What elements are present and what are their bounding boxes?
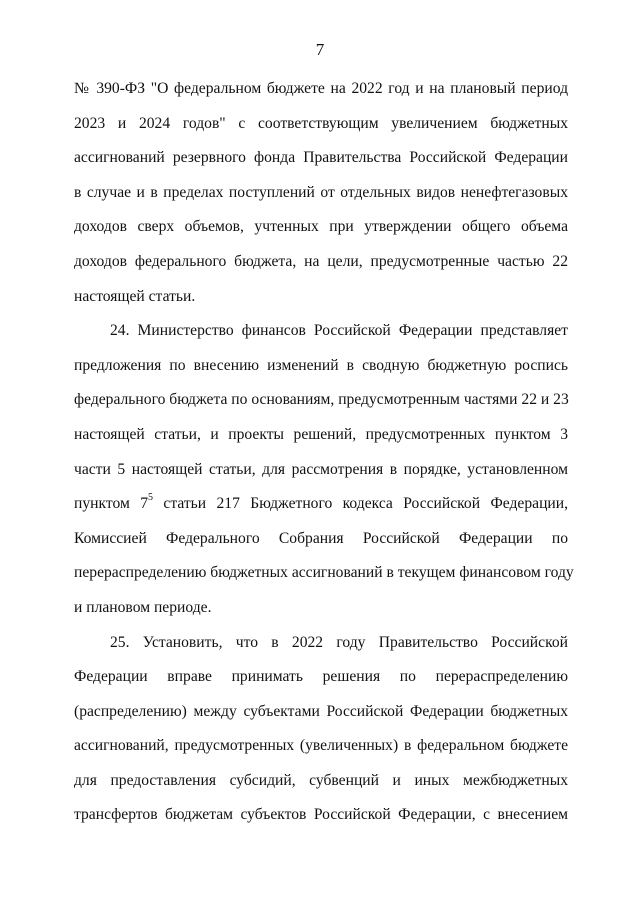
text-line: доходов сверх объемов, учтенных при утверждении общего объема (74, 218, 568, 236)
text-line: части 5 настоящей статьи, для рассмотрения в порядке, установленном (74, 460, 568, 478)
text-line: настоящей статьи. (74, 287, 196, 305)
text-line: в случае и в пределах поступлений от отдельных видов ненефтегазовых (74, 183, 568, 201)
text-line: (распределению) между субъектами Российской Федерации бюджетных (74, 702, 568, 720)
text-line: Комиссией Федерального Собрания Российской Федерации по (74, 529, 568, 547)
text-line: доходов федерального бюджета, на цели, предусмотренные частью 22 (74, 252, 568, 270)
superscript: 5 (148, 491, 154, 503)
text-fragment: пунктом 7 (74, 495, 149, 513)
paragraph-25 (74, 626, 568, 834)
text-line: перераспределению бюджетных ассигнований в текущем финансовом году (74, 564, 574, 582)
text-line: ассигнований резервного фонда Правительства Российской Федерации (74, 149, 568, 167)
text-line: 25. Установить, что в 2022 году Правительство Российской (110, 633, 568, 651)
text-line: № 390-ФЗ "О федеральном бюджете на 2022 год и на плановый период (74, 80, 568, 97)
paragraph-continuation (74, 72, 568, 314)
text-line: предложения по внесению изменений в сводную бюджетную роспись (74, 356, 568, 374)
text-fragment: статьи 217 Бюджетного кодекса Российской Федерации, (153, 495, 568, 513)
text-line: Федерации вправе принимать решения по перераспределению (74, 668, 568, 686)
text-line (74, 487, 568, 522)
text-line: и плановом периоде. (74, 598, 212, 616)
text-line: 2023 и 2024 годов" с соответствующим увеличением бюджетных (74, 114, 568, 132)
page-number: 7 (315, 40, 325, 59)
text-line: для предоставления субсидий, субвенций и иных межбюджетных (74, 771, 568, 789)
text-line: 24. Министерство финансов Российской Федерации представляет (110, 322, 568, 340)
text-line: федерального бюджета по основаниям, предусмотренным частями 22 и 23 (74, 391, 569, 409)
paragraph-24 (74, 314, 574, 625)
document-body (74, 72, 574, 833)
text-line: ассигнований, предусмотренных (увеличенных) в федеральном бюджете (74, 737, 568, 755)
text-line: трансфертов бюджетам субъектов Российской Федерации, с внесением (74, 806, 568, 824)
text-line: настоящей статьи, и проекты решений, предусмотренных пунктом 3 (74, 425, 568, 443)
